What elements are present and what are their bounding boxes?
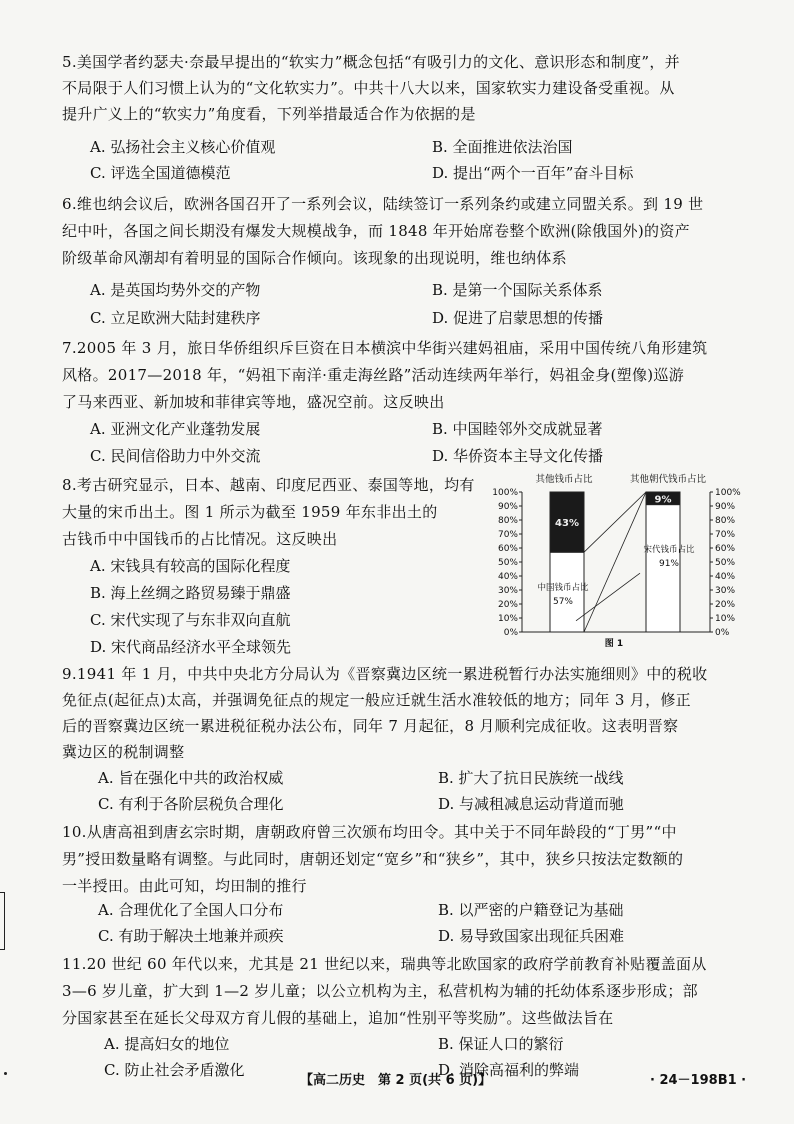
- connector-line: [584, 492, 646, 632]
- left-tick-label: 20%: [497, 600, 518, 610]
- q9-option-d[interactable]: D. 与减租减息运动背道而驰: [438, 795, 625, 813]
- q8-option-d[interactable]: D. 宋代商品经济水平全球领先: [90, 638, 292, 656]
- top-label-right: 其他朝代钱币占比: [629, 474, 707, 485]
- q8-stem-line: 古钱币中中国钱币的占比情况。这反映出: [62, 530, 338, 548]
- q8-option-b[interactable]: B. 海上丝绸之路贸易臻于鼎盛: [90, 584, 291, 602]
- left-tick-label: 60%: [497, 544, 518, 554]
- q8-stem-line: 8.考古研究显示，日本、越南、印度尼西亚、泰国等地，均有: [62, 476, 475, 494]
- right-tick-label: 50%: [715, 558, 736, 568]
- bar-lower-value-label: 91%: [658, 559, 680, 570]
- q5-stem-line: 提升广义上的“软实力”角度看，下列举措最适合作为依据的是: [62, 105, 476, 123]
- right-tick-label: 80%: [715, 516, 736, 526]
- top-label-left: 其他钱币占比: [535, 474, 593, 485]
- right-tick-label: 20%: [715, 600, 736, 610]
- q11-option-a[interactable]: A. 提高妇女的地位: [104, 1035, 230, 1053]
- connector-line: [584, 492, 646, 552]
- page-footer: 【高二历史 第 2 页(共 6 页)】: [300, 1073, 492, 1088]
- q7-option-a[interactable]: A. 亚洲文化产业蓬勃发展: [90, 420, 261, 438]
- left-tick-label: 100%: [492, 488, 518, 498]
- q11-option-d[interactable]: D. 消除高福利的弊端: [438, 1061, 580, 1079]
- q6-option-c[interactable]: C. 立足欧洲大陆封建秩序: [90, 309, 261, 327]
- connector-line: [576, 573, 640, 621]
- q11-stem-line: 分国家甚至在延长父母双方育儿假的基础上，追加“性别平等奖励”。这些做法旨在: [62, 1009, 614, 1027]
- q9-stem-line: 9.1941 年 1 月，中共中央北方分局认为《晋察冀边区统一累进税暂行办法实施细则》中的税收: [62, 665, 708, 683]
- margin-bracket-mark: [0, 892, 5, 950]
- q10-stem-line: 10.从唐高祖到唐玄宗时期，唐朝政府曾三次颁布均田令。其中关于不同年龄段的“丁男”“中: [62, 823, 677, 841]
- right-tick-label: 70%: [715, 530, 736, 540]
- q7-option-d[interactable]: D. 华侨资本主导文化传播: [432, 447, 604, 465]
- right-tick-label: 30%: [715, 586, 736, 596]
- q9-option-a[interactable]: A. 旨在强化中共的政治权威: [98, 769, 284, 787]
- right-tick-label: 90%: [715, 502, 736, 512]
- q5-option-a[interactable]: A. 弘扬社会主义核心价值观: [90, 138, 276, 156]
- bar-lower-value-label: 57%: [552, 597, 574, 607]
- q10-option-c[interactable]: C. 有助于解决土地兼并顽疾: [98, 927, 284, 945]
- exam-code: · 24－198B1 ·: [650, 1073, 747, 1088]
- q8-option-c[interactable]: C. 宋代实现了与东非双向直航: [90, 611, 291, 629]
- q7-option-b[interactable]: B. 中国睦邻外交成就显著: [432, 420, 603, 438]
- q11-option-b[interactable]: B. 保证人口的繁衍: [438, 1035, 564, 1053]
- q11-option-c[interactable]: C. 防止社会矛盾激化: [104, 1061, 245, 1079]
- q10-option-a[interactable]: A. 合理优化了全国人口分布: [98, 901, 284, 919]
- q5-stem-line: 不局限于人们习惯上认为的“文化软实力”。中共十八大以来，国家软实力建设备受重视。从: [62, 79, 675, 97]
- q10-stem-line: 一半授田。由此可知，均田制的推行: [62, 877, 307, 895]
- q5-option-c[interactable]: C. 评选全国道德模范: [90, 164, 231, 182]
- left-tick-label: 30%: [497, 586, 518, 596]
- q9-option-c[interactable]: C. 有利于各阶层税负合理化: [98, 795, 284, 813]
- q11-stem-line: 3—6 岁儿童，扩大到 1—2 岁儿童；以公立机构为主，私营机构为辅的托幼体系逐步形成；部: [62, 982, 698, 1000]
- q6-stem-line: 阶级革命风潮却有着明显的国际合作倾向。该现象的出现说明，维也纳体系: [62, 249, 567, 267]
- q9-stem-line: 免征点(起征点)太高，并强调免征点的规定一般应迁就生活水准较低的地方；同年 3 月，修正: [62, 691, 691, 709]
- right-tick-label: 100%: [715, 488, 741, 498]
- bar-lower-category-label: 中国钱币占比: [537, 583, 589, 593]
- left-tick-label: 80%: [497, 516, 518, 526]
- right-tick-label: 0%: [715, 628, 730, 638]
- q5-stem-line: 5.美国学者约瑟夫·奈最早提出的“软实力”概念包括“有吸引力的文化、意识形态和制度”，并: [62, 53, 680, 71]
- figure-1-chart: [486, 470, 746, 648]
- q7-stem-line: 风格。2017—2018 年，“妈祖下南洋·重走海丝路”活动连续两年举行，妈祖金身(塑像)巡游: [62, 366, 685, 384]
- left-tick-label: 0%: [503, 628, 518, 638]
- q9-option-b[interactable]: B. 扩大了抗日民族统一战线: [438, 769, 624, 787]
- q6-option-b[interactable]: B. 是第一个国际关系体系: [432, 281, 603, 299]
- left-tick-label: 70%: [497, 530, 518, 540]
- left-tick-label: 50%: [497, 558, 518, 568]
- margin-dot-mark: [4, 1072, 7, 1075]
- left-tick-label: 90%: [497, 502, 518, 512]
- bar-lower-category-label: 宋代钱币占比: [643, 545, 695, 556]
- q11-stem-line: 11.20 世纪 60 年代以来，尤其是 21 世纪以来，瑞典等北欧国家的政府学前教育补贴覆盖面从: [62, 955, 707, 973]
- q10-option-d[interactable]: D. 易导致国家出现征兵困难: [438, 927, 625, 945]
- q8-stem-line: 大量的宋币出土。图 1 所示为截至 1959 年东非出土的: [62, 503, 438, 521]
- left-tick-label: 40%: [497, 572, 518, 582]
- chart-title: 图 1: [604, 639, 624, 648]
- q9-stem-line: 后的晋察冀边区统一累进税征税办法公布，同年 7 月起征，8 月顺利完成征收。这表明晋察: [62, 717, 679, 735]
- right-tick-label: 10%: [715, 614, 736, 624]
- right-tick-label: 40%: [715, 572, 736, 582]
- q7-stem-line: 了马来西亚、新加坡和菲律宾等地，盛况空前。这反映出: [62, 393, 445, 411]
- q5-option-d[interactable]: D. 提出“两个一百年”奋斗目标: [432, 164, 634, 182]
- right-tick-label: 60%: [715, 544, 736, 554]
- q8-option-a[interactable]: A. 宋钱具有较高的国际化程度: [90, 557, 291, 575]
- q10-option-b[interactable]: B. 以严密的户籍登记为基础: [438, 901, 624, 919]
- q7-option-c[interactable]: C. 民间信俗助力中外交流: [90, 447, 261, 465]
- q6-stem-line: 纪中叶，各国之间长期没有爆发大规模战争，而 1848 年开始席卷整个欧洲(除俄国外)的资产: [62, 222, 690, 240]
- q6-option-a[interactable]: A. 是英国均势外交的产物: [90, 281, 261, 299]
- bar-upper-value-label: 43%: [555, 518, 579, 530]
- q6-option-d[interactable]: D. 促进了启蒙思想的传播: [432, 309, 604, 327]
- left-tick-label: 10%: [497, 614, 518, 624]
- bar-upper-value-label: 9%: [654, 494, 672, 506]
- q9-stem-line: 冀边区的税制调整: [62, 743, 185, 761]
- q10-stem-line: 男”授田数量略有调整。与此同时，唐朝还划定“宽乡”和“狭乡”，其中，狭乡只按法定数额的: [62, 850, 684, 868]
- q7-stem-line: 7.2005 年 3 月，旅日华侨组织斥巨资在日本横滨中华街兴建妈祖庙，采用中国传统八角形建筑: [62, 339, 708, 357]
- q6-stem-line: 6.维也纳会议后，欧洲各国召开了一系列会议，陆续签订一系列条约或建立同盟关系。到 19 世: [62, 195, 704, 213]
- q5-option-b[interactable]: B. 全面推进依法治国: [432, 138, 573, 156]
